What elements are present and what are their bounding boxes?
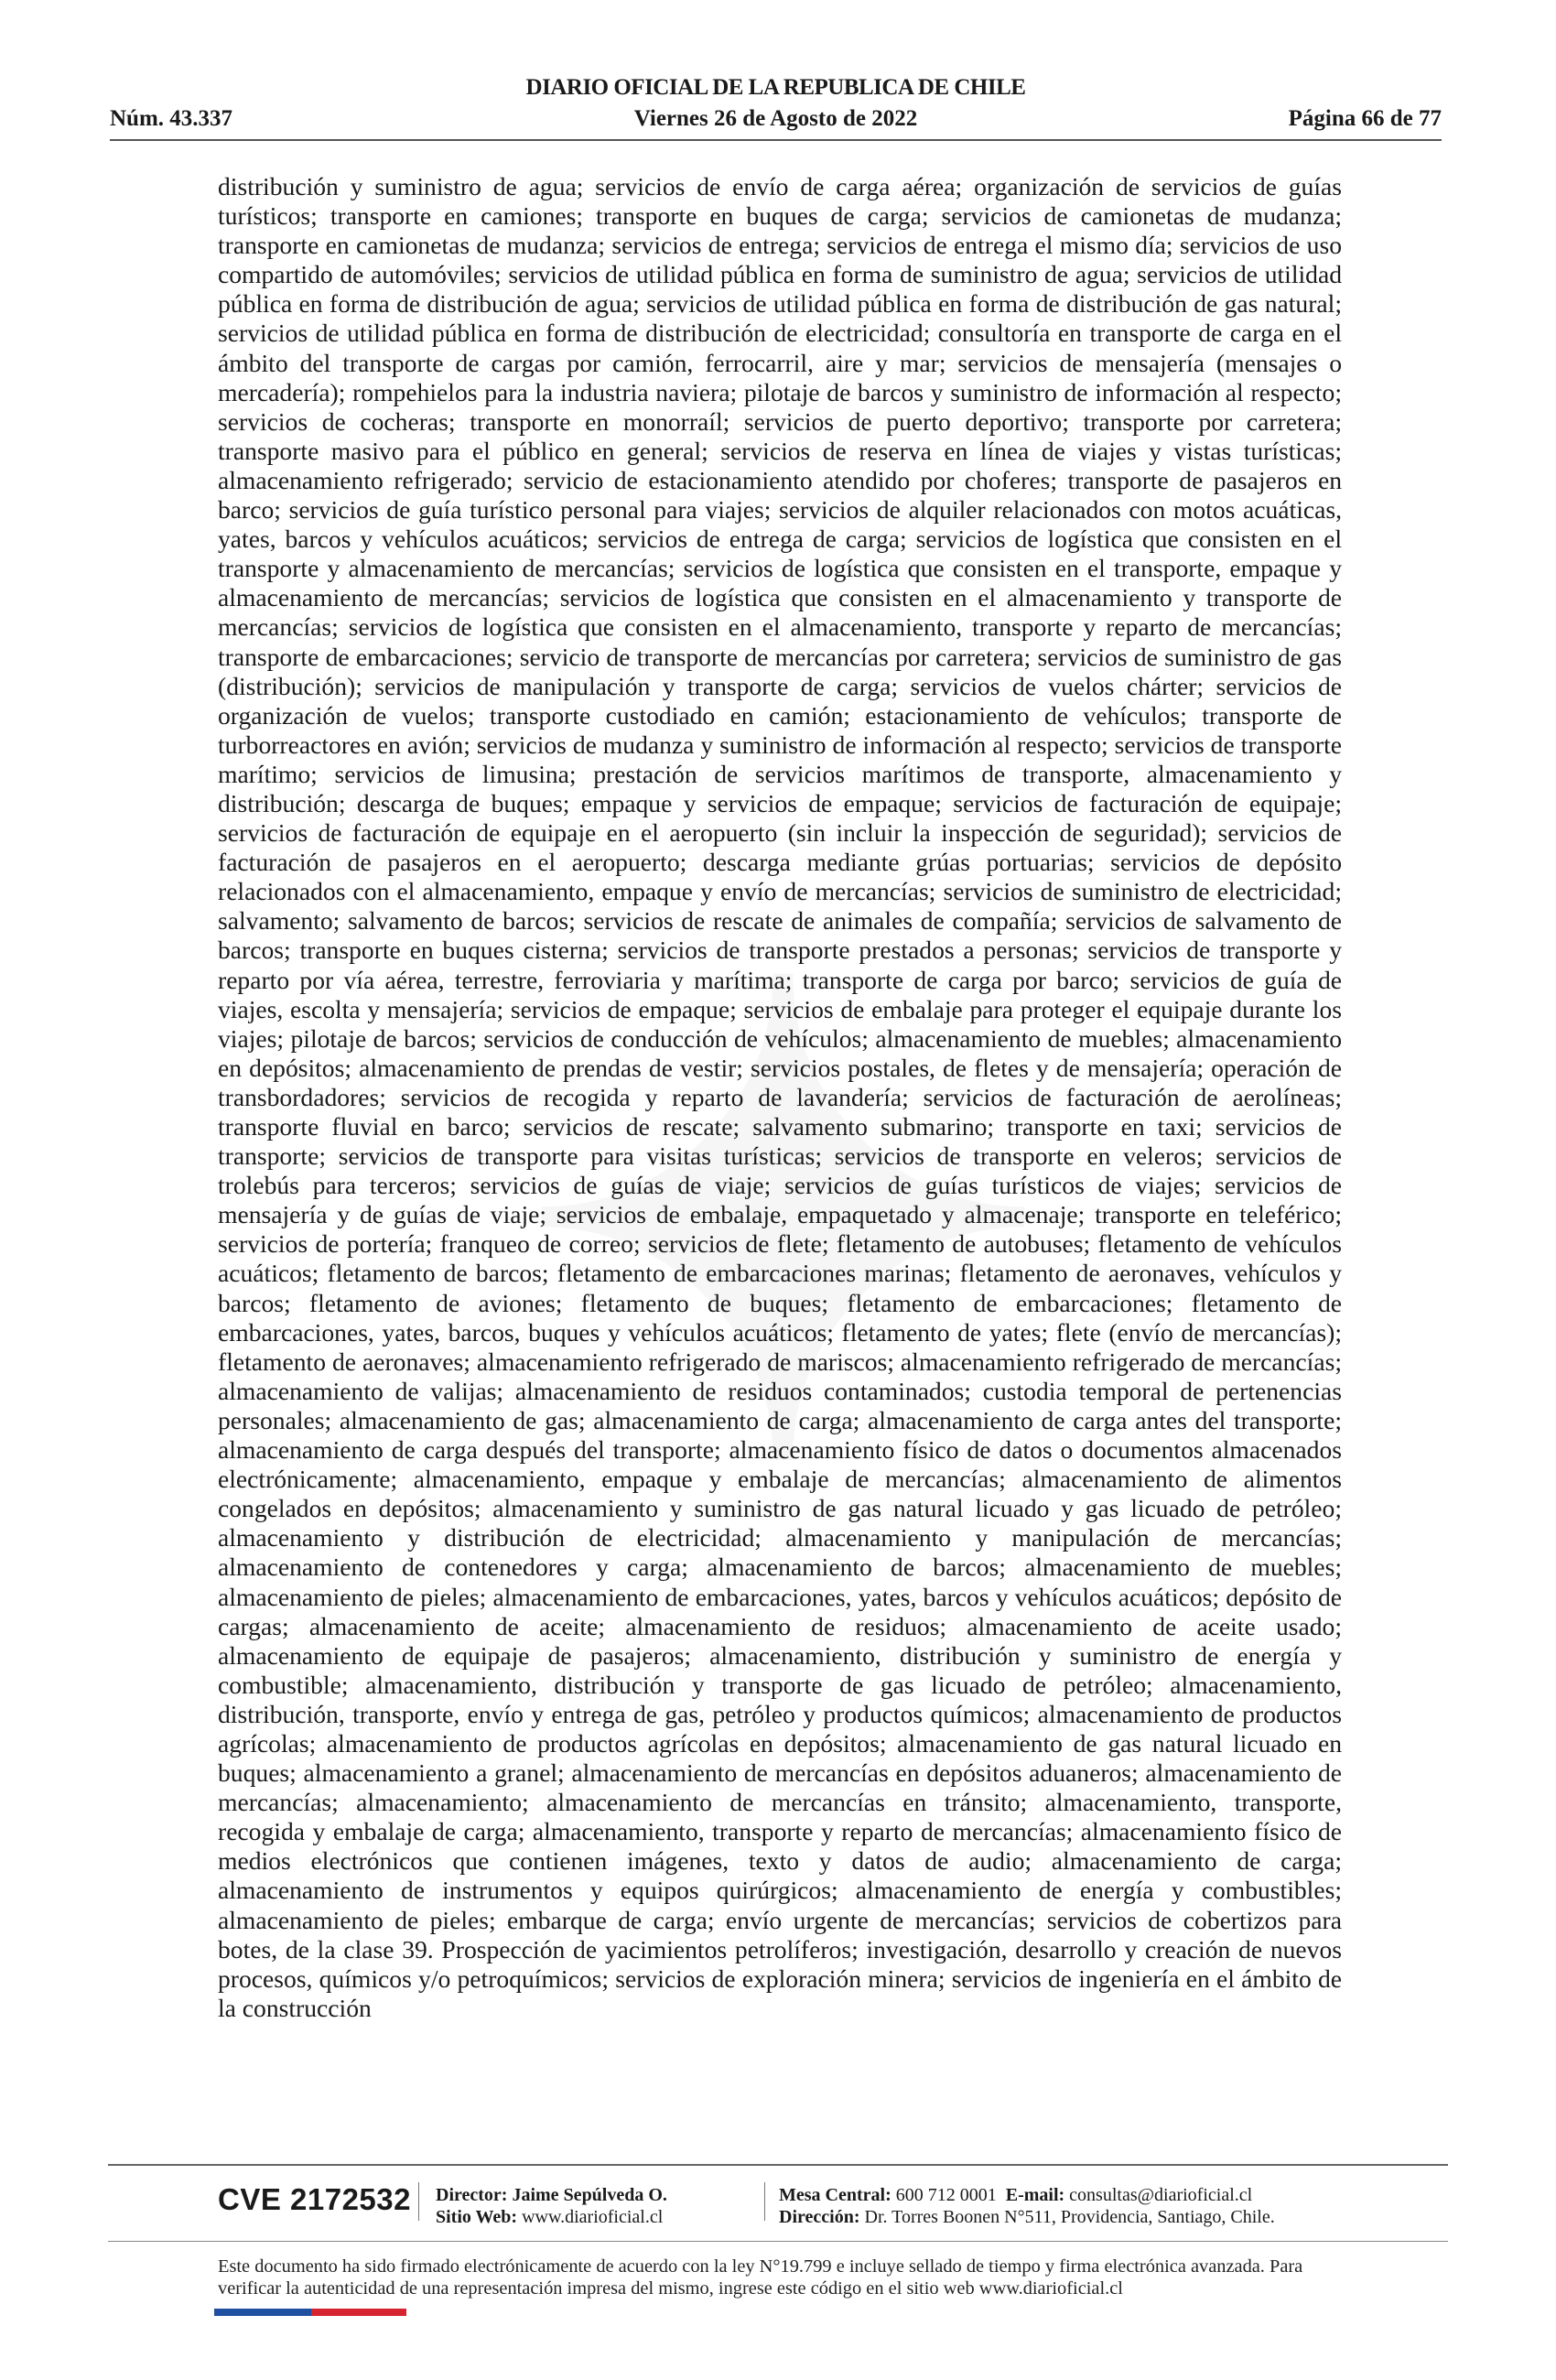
website-label: Sitio Web: (436, 2207, 518, 2227)
email-link[interactable]: consultas@diarioficial.cl (1069, 2185, 1253, 2205)
issue-date: Viernes 26 de Agosto de 2022 (633, 106, 918, 131)
header-divider (110, 139, 1442, 141)
chile-flag-bar (214, 2309, 406, 2316)
newspaper-title: DIARIO OFICIAL DE LA REPUBLICA DE CHILE (525, 75, 1026, 100)
footer-mid-divider (108, 2241, 1448, 2242)
footer-separator (764, 2182, 765, 2221)
signature-notice: Este documento ha sido firmado electrónicamente de acuerdo con la ley N°19.799 e incluye sellado de tiempo y firma electrónica avanzada. Para verificar la autenticidad de una representación impresa del mismo, ingrese este código en el sitio web www.diarioficial.cl (218, 2256, 1303, 2299)
director-name: Jaime Sepúlveda O. (512, 2185, 667, 2205)
footer-top-divider (108, 2164, 1448, 2166)
flag-blue-segment (214, 2309, 311, 2316)
director-label: Director: (436, 2185, 508, 2205)
cve-code: CVE 2172532 (218, 2182, 411, 2216)
address-value: Dr. Torres Boonen N°511, Providencia, Santiago, Chile. (864, 2207, 1275, 2227)
page-header (110, 75, 1442, 141)
phone-label: Mesa Central: (779, 2185, 891, 2205)
email-label: E-mail: (1005, 2185, 1065, 2205)
footer-contact-block (779, 2184, 1275, 2228)
phone-number: 600 712 0001 (895, 2185, 997, 2205)
issue-number: Núm. 43.337 (110, 106, 233, 131)
address-label: Dirección: (779, 2207, 860, 2227)
flag-red-segment (311, 2309, 406, 2316)
footer-director-block (436, 2184, 667, 2228)
page-indicator: Página 66 de 77 (1288, 106, 1442, 131)
website-link[interactable]: www.diarioficial.cl (522, 2207, 664, 2227)
footer-separator (418, 2182, 419, 2221)
body-paragraph: distribución y suministro de agua; servicios de envío de carga aérea; organización de servicios de guías turísticos; transporte en camiones; transporte en buques de carga; servicios de camionetas de mudanza; transporte en camionetas de mudanza; servicios de entrega; servicios de entrega el mismo día; servicios de uso compartido de automóviles; servicios de utilidad pública en forma de suministro de agua; servicios de utilidad pública en forma de distribución de agua; servicios de utilidad pública en forma de distribución de gas natural; servicios de utilidad pública en forma de distribución de electricidad; consultoría en transporte de carga en el ámbito del transporte de cargas por camión, ferrocarril, aire y mar; servicios de mensajería (mensajes o mercadería); rompehielos para la industria naviera; pilotaje de barcos y suministro de información al respecto; servicios de cocheras; transporte en monorraíl; servicios de puerto deportivo; transporte por carretera; transporte masivo para el público en general; servicios de reserva en línea de viajes y vistas turísticas; almacenamiento refrigerado; servicio de estacionamiento atendido por choferes; transporte de pasajeros en barco; servicios de guía turístico personal para viajes; servicios de alquiler relacionados con motos acuáticas, yates, barcos y vehículos acuáticos; servicios de entrega de carga; servicios de logística que consisten en el transporte y almacenamiento de mercancías; servicios de logística que consisten en el transporte, empaque y almacenamiento de mercancías; servicios de logística que consisten en el almacenamiento y transporte de mercancías; servicios de logística que consisten en el almacenamiento, transporte y reparto de mercancías; transporte de embarcaciones; servicio de transporte de mercancías por carretera; servicios de suministro de gas (distribución); servicios de manipulación y transporte de carga; servicios de vuelos chárter; servicios de organización de vuelos; transporte custodiado en camión; estacionamiento de vehículos; transporte de turborreactores en avión; servicios de mudanza y suministro de información al respecto; servicios de transporte marítimo; servicios de limusina; prestación de servicios marítimos de transporte, almacenamiento y distribución; descarga de buques; empaque y servicios de empaque; servicios de facturación de equipaje; servicios de facturación de equipaje en el aeropuerto (sin incluir la inspección de seguridad); servicios de facturación de pasajeros en el aeropuerto; descarga mediante grúas portuarias; servicios de depósito relacionados con el almacenamiento, empaque y envío de mercancías; servicios de suministro de electricidad; salvamento; salvamento de barcos; servicios de rescate de animales de compañía; servicios de salvamento de barcos; transporte en buques cisterna; servicios de transporte prestados a personas; servicios de transporte y reparto por vía aérea, terrestre, ferroviaria y marítima; transporte de carga por barco; servicios de guía de viajes, escolta y mensajería; servicios de empaque; servicios de embalaje para proteger el equipaje durante los viajes; pilotaje de barcos; servicios de conducción de vehículos; almacenamiento de muebles; almacenamiento en depósitos; almacenamiento de prendas de vestir; servicios postales, de fletes y de mensajería; operación de transbordadores; servicios de recogida y reparto de lavandería; servicios de facturación de aerolíneas; transporte fluvial en barco; servicios de rescate; salvamento submarino; transporte en taxi; servicios de transporte; servicios de transporte para visitas turísticas; servicios de transporte en veleros; servicios de trolebús para terceros; servicios de guías de viaje; servicios de guías turísticos de viajes; servicios de mensajería y de guías de viaje; servicios de embalaje, empaquetado y almacenaje; transporte en teleférico; servicios de portería; franqueo de correo; servicios de flete; fletamento de autobuses; fletamento de vehículos acuáticos; fletamento de barcos; fletamento de embarcaciones marinas; fletamento de aeronaves, vehículos y barcos; fletamento de aviones; fletamento de buques; fletamento de embarcaciones; fletamento de embarcaciones, yates, barcos, buques y vehículos acuáticos; fletamento de yates; flete (envío de mercancías); fletamento de aeronaves; almacenamiento refrigerado de mariscos; almacenamiento refrigerado de mercancías; almacenamiento de valijas; almacenamiento de residuos contaminados; custodia temporal de pertenencias personales; almacenamiento de gas; almacenamiento de carga; almacenamiento de carga antes del transporte; almacenamiento de carga después del transporte; almacenamiento físico de datos o documentos almacenados electrónicamente; almacenamiento, empaque y embalaje de mercancías; almacenamiento de alimentos congelados en depósitos; almacenamiento y suministro de gas natural licuado y gas licuado de petróleo; almacenamiento y distribución de electricidad; almacenamiento y manipulación de mercancías; almacenamiento de contenedores y carga; almacenamiento de barcos; almacenamiento de muebles; almacenamiento de pieles; almacenamiento de embarcaciones, yates, barcos y vehículos acuáticos; depósito de cargas; almacenamiento de aceite; almacenamiento de residuos; almacenamiento de aceite usado; almacenamiento de equipaje de pasajeros; almacenamiento, distribución y suministro de energía y combustible; almacenamiento, distribución y transporte de gas licuado de petróleo; almacenamiento, distribución, transporte, envío y entrega de gas, petróleo y productos químicos; almacenamiento de productos agrícolas; almacenamiento de productos agrícolas en depósitos; almacenamiento de gas natural licuado en buques; almacenamiento a granel; almacenamiento de mercancías en depósitos aduaneros; almacenamiento de mercancías; almacenamiento; almacenamiento de mercancías en tránsito; almacenamiento, transporte, recogida y embalaje de carga; almacenamiento, transporte y reparto de mercancías; almacenamiento físico de medios electrónicos que contienen imágenes, texto y datos de audio; almacenamiento de carga; almacenamiento de instrumentos y equipos quirúrgicos; almacenamiento de energía y combustibles; almacenamiento de pieles; embarque de carga; envío urgente de mercancías; servicios de cobertizos para botes, de la clase 39. Prospección de yacimientos petrolíferos; investigación, desarrollo y creación de nuevos procesos, químicos y/o petroquímicos; servicios de exploración minera; servicios de ingeniería en el ámbito de la construcción (218, 172, 1342, 2022)
